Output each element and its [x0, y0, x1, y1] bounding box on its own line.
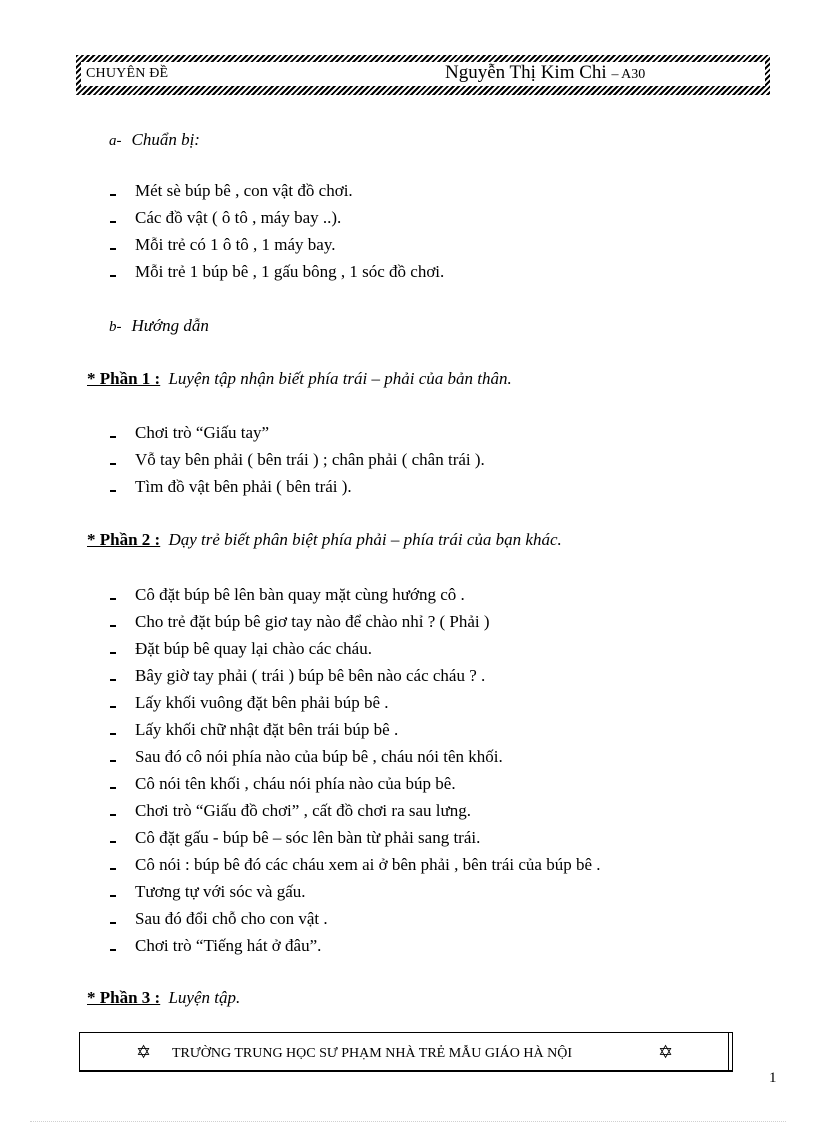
- list-item: Chơi trò “Giấu đồ chơi” , cất đồ chơi ra sau lưng.: [110, 800, 600, 827]
- list-item: Cô đặt gấu - búp bê – sóc lên bàn từ phải sang trái.: [110, 827, 600, 854]
- header-author: Nguyễn Thị Kim Chi: [445, 62, 607, 83]
- header-topic: CHUYÊN ĐỀ: [86, 66, 169, 81]
- section-a-title: Chuẩn bị:: [131, 130, 200, 149]
- section-b-letter: b-: [109, 319, 122, 335]
- list-item: Lấy khối chữ nhật đặt bên trái búp bê .: [110, 719, 600, 746]
- list-item: Tương tự với sóc và gấu.: [110, 881, 600, 908]
- section-b-title: Hướng dẫn: [131, 316, 209, 335]
- part3-heading: [87, 988, 240, 1008]
- list-item: Cô nói : búp bê đó các cháu xem ai ở bên phải , bên trái của búp bê .: [110, 854, 600, 881]
- list-item: Đặt búp bê quay lại chào các cháu.: [110, 638, 600, 665]
- list-item: Mỗi trẻ có 1 ô tô , 1 máy bay.: [110, 234, 444, 261]
- section-b-heading: [109, 316, 209, 336]
- part1-desc: Luyện tập nhận biết phía trái – phải của bản thân.: [168, 369, 512, 388]
- part2-desc: Dạy trẻ biết phân biệt phía phải – phía trái của bạn khác.: [168, 530, 562, 549]
- list-item: Cho trẻ đặt búp bê giơ tay nào để chào nhỉ ? ( Phải ): [110, 611, 600, 638]
- page-bottom-divider: [30, 1121, 786, 1122]
- footer-school-name: TRƯỜNG TRUNG HỌC SƯ PHẠM NHÀ TRẺ MẪU GIÁO HÀ NỘI: [172, 1046, 572, 1061]
- list-item: Sau đó cô nói phía nào của búp bê , cháu nói tên khối.: [110, 746, 600, 773]
- part2-heading: [87, 530, 562, 550]
- header-class-code: – A30: [611, 67, 646, 82]
- list-item: Sau đó đổi chỗ cho con vật .: [110, 908, 600, 935]
- section-a-heading: [109, 130, 200, 150]
- list-item: Cô nói tên khối , cháu nói phía nào của búp bê.: [110, 773, 600, 800]
- list-item: Cô đặt búp bê lên bàn quay mặt cùng hướng cô .: [110, 584, 600, 611]
- list-item: Mét sè búp bê , con vật đồ chơi.: [110, 180, 444, 207]
- section-a-letter: a-: [109, 133, 122, 149]
- page-number: 1: [769, 1070, 777, 1086]
- list-item: Lấy khối vuông đặt bên phải búp bê .: [110, 692, 600, 719]
- part1-heading: [87, 369, 512, 389]
- part1-label: * Phần 1 :: [87, 369, 161, 388]
- list-item: Chơi trò “Giấu tay”: [110, 422, 485, 449]
- header-author-line: [445, 62, 645, 84]
- part2-list: [110, 584, 600, 962]
- list-item: Bây giờ tay phải ( trái ) búp bê bên nào các cháu ? .: [110, 665, 600, 692]
- part3-desc: Luyện tập.: [168, 988, 241, 1007]
- header-inner: [81, 62, 765, 86]
- list-item: Chơi trò “Tiếng hát ở đâu”.: [110, 935, 600, 962]
- list-item: Mỗi trẻ 1 búp bê , 1 gấu bông , 1 sóc đồ chơi.: [110, 261, 444, 288]
- star-icon: ✡: [658, 1042, 674, 1062]
- part2-label: * Phần 2 :: [87, 530, 161, 549]
- part3-label: * Phần 3 :: [87, 988, 161, 1007]
- list-item: Tìm đồ vật bên phải ( bên trái ).: [110, 476, 485, 503]
- list-item: Vỗ tay bên phải ( bên trái ) ; chân phải ( chân trái ).: [110, 449, 485, 476]
- star-icon: ✡: [136, 1042, 152, 1062]
- part1-list: [110, 422, 485, 503]
- section-a-list: [110, 180, 444, 288]
- list-item: Các đồ vật ( ô tô , máy bay ..).: [110, 207, 444, 234]
